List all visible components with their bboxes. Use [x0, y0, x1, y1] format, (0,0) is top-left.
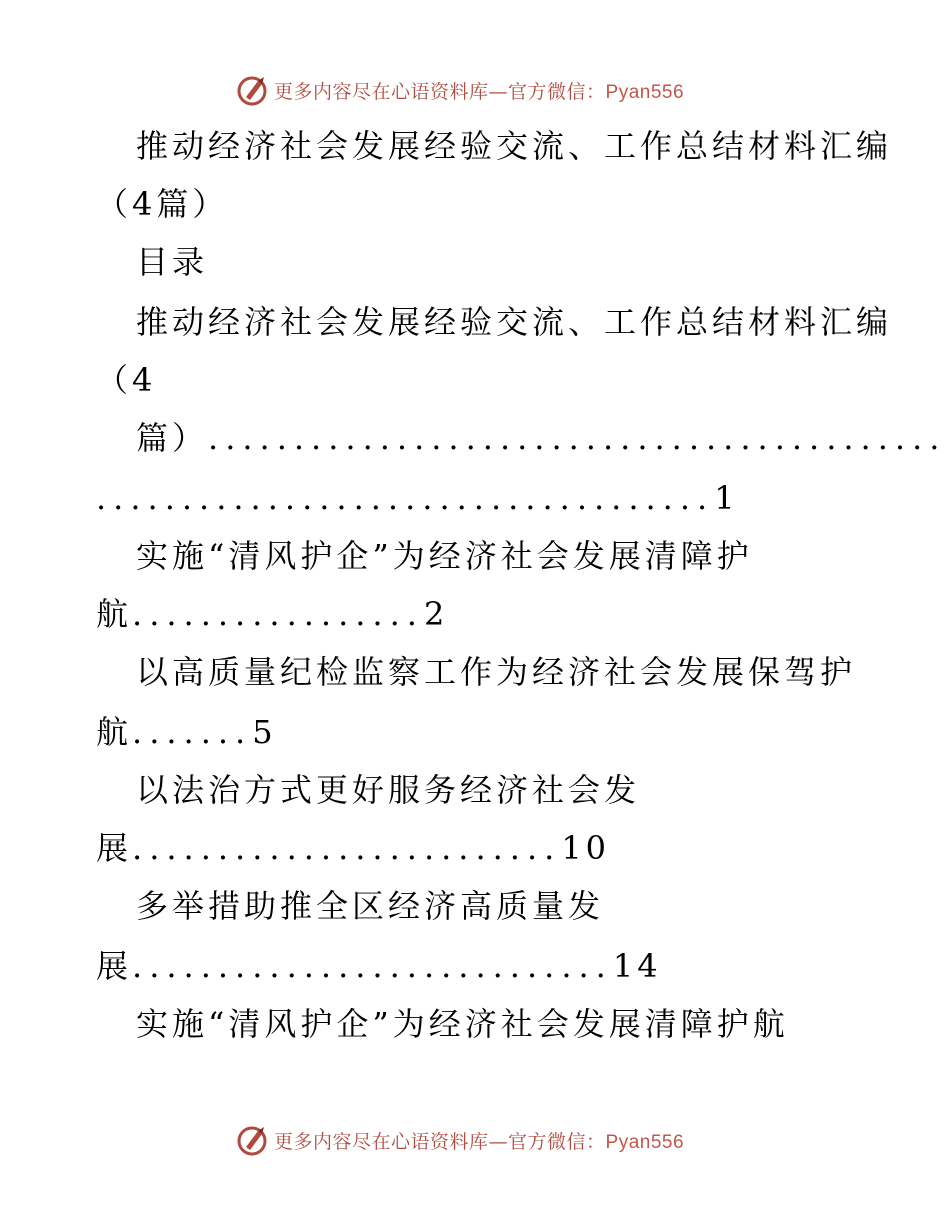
doc-title-line2: （4篇）: [96, 185, 229, 223]
toc-entry-1-line4: ....................................1: [96, 479, 739, 517]
doc-title-line1: 推动经济社会发展经验交流、工作总结材料汇编: [136, 127, 893, 165]
toc-entry-2-page: 2: [423, 595, 449, 633]
header-banner: [0, 70, 950, 110]
banner-text: 更多内容尽在心语资料库—官方微信：Pyan556: [274, 80, 685, 103]
toc-entry-4-line2: 展.........................10: [96, 829, 611, 867]
toc-entry-4-page: 10: [561, 829, 611, 867]
banner-text: 更多内容尽在心语资料库—官方微信：Pyan556: [274, 1130, 685, 1153]
toc-entry-2-line1: 实施“清风护企”为经济社会发展清障护: [136, 537, 753, 575]
pen-logo-icon: [236, 1123, 270, 1157]
toc-entry-2-line2: 航.................2: [96, 595, 449, 633]
footer-banner: [0, 1120, 950, 1160]
toc-entry-4-line1: 以法治方式更好服务经济社会发: [136, 771, 641, 809]
toc-entry-3-line1: 以高质量纪检监察工作为经济社会发展保驾护: [136, 653, 857, 691]
toc-entry-1-line3: 篇）...........................................: [136, 419, 947, 457]
toc-entry-1-line1: 推动经济社会发展经验交流、工作总结材料汇编: [136, 303, 893, 341]
toc-entry-3-page: 5: [252, 713, 277, 751]
toc-entry-5-page: 14: [612, 947, 662, 985]
toc-entry-1-line2: （4: [96, 361, 157, 399]
toc-entry-3-line2: 航.......5: [96, 713, 277, 751]
pen-logo-icon: [236, 73, 270, 107]
section-title: 实施“清风护企”为经济社会发展清障护航: [136, 1005, 789, 1043]
toc-entry-5-line2: 展............................14: [96, 947, 662, 985]
toc-entry-1-page: 1: [714, 479, 739, 517]
toc-entry-5-line1: 多举措助推全区经济高质量发: [136, 887, 605, 925]
toc-heading: 目录: [136, 243, 209, 281]
